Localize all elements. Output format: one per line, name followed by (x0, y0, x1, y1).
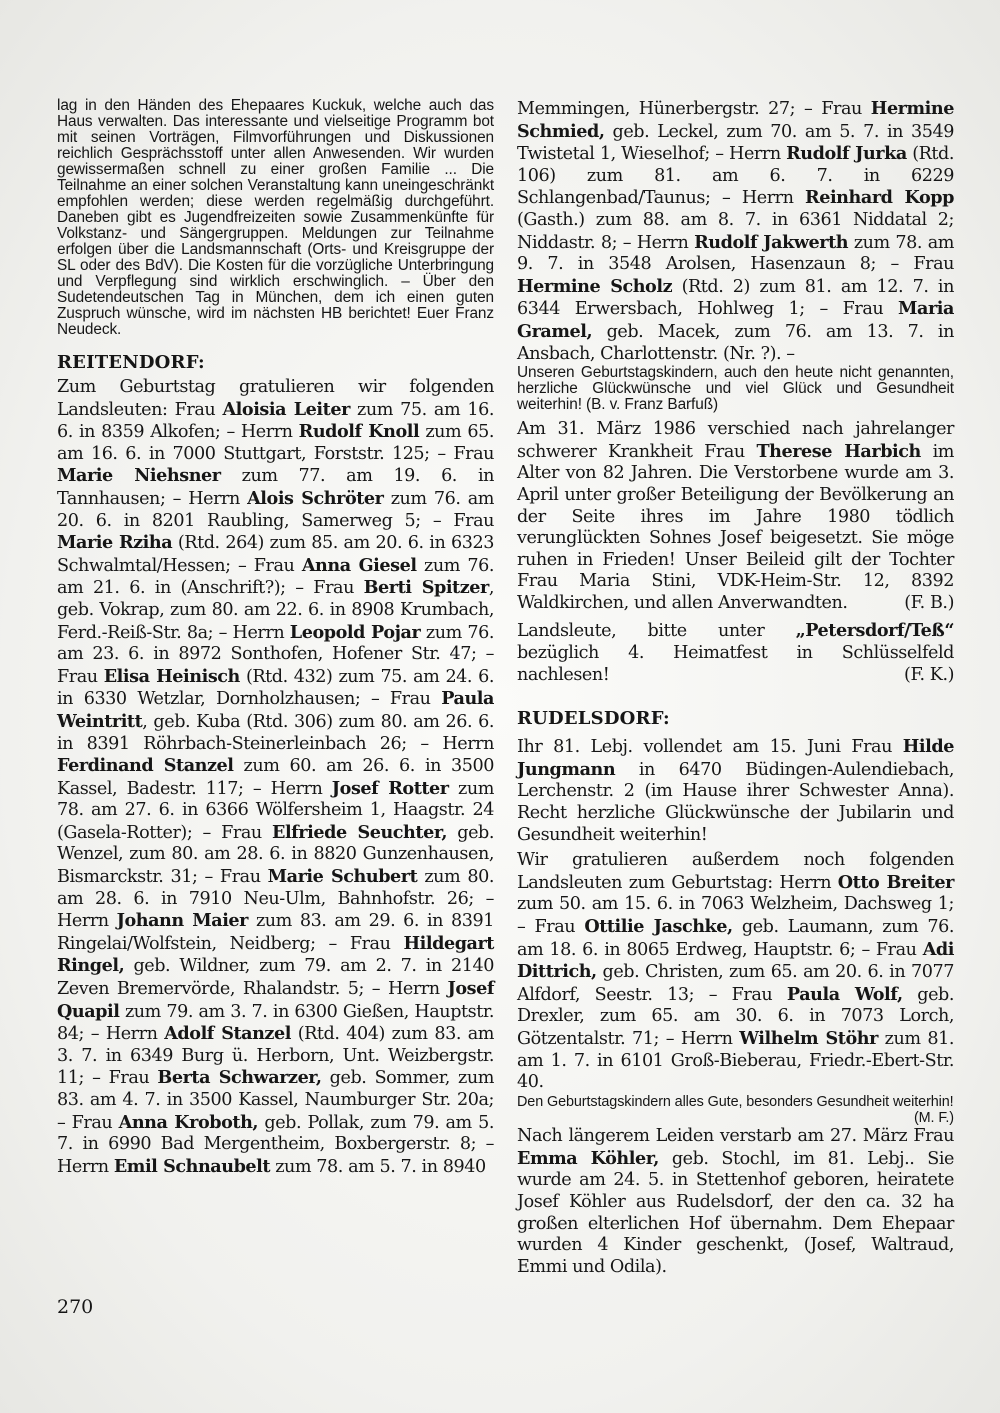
section-heading-rudelsdorf: RUDELSDORF: (517, 708, 670, 730)
signature-fk: (F. K.) (904, 664, 954, 685)
intro-paragraph: lag in den Händen des Ehepaares Kuckuk, welche auch das Haus verwalten. Das interessante und vielseitige Programm bot mit seinen Vorträgen, Filmvorführungen und Diskussionen reichlich Gesprächsstoff unter allen Anwesenden. Wir wurden gewissermaßen schnell zu einer großen Familie ... Die Teilnahme an einer solchen Veranstaltung kann uneingeschränkt empfohlen werden; diese werden regelmäßig durchgeführt. Daneben gibt es Jugendfreizeiten sowie Zusammenkünfte für Volkstanz- und Sängergruppen. Meldungen zur Teilnahme erfolgen über die Landsmannschaft (Orts- und Kreisgruppe der SL oder des BdV). Die Kosten für die vorzügliche Unterbringung und Verpflegung sind wirklich erschwinglich. – Über den Sudetendeutschen Tag in München, dem ich einen guten Zuspruch wünsche, wird im nächsten HB berichtet! Euer Franz Neudeck. (57, 97, 494, 338)
birthdays-continued-paragraph: Memmingen, Hünerbergstr. 27; – Frau Hermine Schmied, geb. Leckel, zum 70. am 5. 7. in 3549 Twistetal 1, Wieselhof; – Herrn Rudolf Jurka (Rtd. 106) zum 81. am 6. 7. in 6229 Schlangenbad/Taunus; – Herrn Reinhard Kopp (Gasth.) zum 88. am 8. 7. in 6361 Niddatal 2; Niddastr. 8; – Herrn Rudolf Jakwerth zum 78. am 9. 7. in 3548 Arolsen, Hasenzaun 8; – Frau Hermine Scholz (Rtd. 2) zum 81. am 12. 7. in 6344 Erwersbach, Hohlweg 1; – Frau Maria Gramel, geb. Macek, zum 76. am 13. 7. in Ansbach, Charlottenstr. (Nr. ?). – (517, 98, 954, 364)
petersdorf-notice-paragraph: Landsleute, bitte unter „Petersdorf/Teß“ bezüglich 4. Heimatfest in Schlüsselfeld nachlesen! (F. K.) (517, 620, 954, 685)
right-column (517, 98, 954, 1278)
obituary-koehler-paragraph: Nach längerem Leiden verstarb am 27. März Frau Emma Köhler, geb. Stochl, im 81. Lebj.. Sie wurde am 24. 5. in Stettenhof geboren, heiratete Josef Köhler aus Rudelsdorf, der den ca. 32 ha großen elterlichen Hof übernahm. Dem Ehepaar wurden 4 Kinder geschenkt, (Josef, Waltraud, Emmi und Odila). (517, 1126, 954, 1277)
rudelsdorf-birthdays-paragraph: Wir gratulieren außerdem noch folgenden Landsleuten zum Geburtstag: Herrn Otto Breiter zum 50. am 15. 6. in 7063 Welzheim, Dachsweg 1; – Frau Ottilie Jaschke, geb. Laumann, zum 76. am 18. 6. in 8065 Erdweg, Hauptstr. 6; – Frau Adi Dittrich, geb. Christen, zum 65. am 20. 6. in 7077 Alfdorf, Seestr. 13; – Frau Paula Wolf, geb. Drexler, zum 65. am 30. 6. in 7073 Lorch, Götzentalstr. 71; – Herrn Wilhelm Stöhr zum 81. am 1. 7. in 6101 Groß-Bieberau, Friedr.-Ebert-Str. 40. (517, 850, 955, 1093)
page-number: 270 (57, 1296, 94, 1318)
birthday-wishes-note-2: Den Geburtstagskindern alles Gute, besonders Gesundheit weiterhin! (M. F.) (517, 1093, 954, 1126)
section-heading-reitendorf: REITENDORF: (57, 352, 205, 373)
signature-mf: (M. F.) (913, 1109, 954, 1126)
birthday-wishes-note: Unseren Geburtstagskindern, auch den heute nicht genannten, herzliche Glückwünsche und viel Glück und Gesundheit weiterhin! (B. v. Franz Barfuß) (517, 364, 954, 414)
left-column (57, 98, 494, 1178)
reitendorf-birthdays-paragraph: Zum Geburtstag gratulieren wir folgenden Landsleuten: Frau Aloisia Leiter zum 75. am 16. 6. in 8359 Alkofen; – Herrn Rudolf Knoll zum 65. am 16. 6. in 7000 Stuttgart, Forststr. 125; – Frau Marie Niehsner zum 77. am 19. 6. in Tannhausen; – Herrn Alois Schröter zum 76. am 20. 6. in 8201 Raubling, Samerweg 5; – Frau Marie Rziha (Rtd. 264) zum 85. am 20. 6. in 6323 Schwalmtal/Hessen; – Frau Anna Giesel zum 76. am 21. 6. in (Anschrift?); – Frau Berti Spitzer, geb. Vokrap, zum 80. am 22. 6. in 8908 Krumbach, Ferd.-Reiß-Str. 8a; – Herrn Leopold Pojar zum 76. am 23. 6. in 8972 Sonthofen, Hofener Str. 47; – Frau Elisa Heinisch (Rtd. 432) zum 75. am 24. 6. in 6330 Wetzlar, Dornholzhausen; – Frau Paula Weintritt, geb. Kuba (Rtd. 306) zum 80. am 26. 6. in 8391 Röhrbach-Steinerleinbach 26; – Herrn Ferdinand Stanzel zum 60. am 26. 6. in 3500 Kassel, Badestr. 117; – Herrn Josef Rotter zum 78. am 27. 6. in 6366 Wölfersheim 1, Haagstr. 24 (Gasela-Rotter); – Frau Elfriede Seuchter, geb. Wenzel, zum 80. am 28. 6. in 8820 Gunzenhausen, Bismarckstr. 31; – Frau Marie Schubert zum 80. am 28. 6. in 7910 Neu-Ulm, Bahnhofstr. 26; – Herrn Johann Maier zum 83. am 29. 6. in 8391 Ringelai/Wolfstein, Neidberg; – Frau Hildegart Ringel, geb. Wildner, zum 79. am 2. 7. in 2140 Zeven Bremervörde, Rhalandstr. 5; – Herrn Josef Quapil zum 79. am 3. 7. in 6300 Gießen, Hauptstr. 84; – Herrn Adolf Stanzel (Rtd. 404) zum 83. am 3. 7. in 6349 Burg ü. Herborn, Unt. Weizbergstr. 11; – Frau Berta Schwarzer, geb. Sommer, zum 83. am 4. 7. in 3500 Kassel, Naumburger Str. 20a; – Frau Anna Kroboth, geb. Pollak, zum 79. am 5. 7. in 6990 Bad Mergentheim, Boxbergerstr. 8; – Herrn Emil Schnaubelt zum 78. am 5. 7. in 8940 (57, 377, 495, 1177)
obituary-harbich-paragraph: Am 31. März 1986 verschied nach jahrelanger schwerer Krankheit Frau Therese Harbich im Alter von 82 Jahren. Die Verstorbene wurde am 3. April unter großer Beteiligung der Bevölkerung an der Seite ihres im Jahre 1980 tödlich verunglückten Sohnes Josef beigesetzt. Sie möge ruhen in Frieden! Unser Beileid gilt der Tochter Frau Maria Stini, VDK-Heim-Str. 12, 8392 Waldkirchen, und allen Anverwandten. (F. B.) (517, 419, 955, 613)
jungmann-birthday-paragraph: Ihr 81. Lebj. vollendet am 15. Juni Frau Hilde Jungmann in 6470 Büdingen-Aulendiebach, Lerchenstr. 2 (im Hause ihrer Schwester Anna). Recht herzliche Glückwünsche der Jubilarin und Gesundheit weiterhin! (517, 736, 954, 845)
signature-fb: (F. B.) (904, 592, 954, 613)
